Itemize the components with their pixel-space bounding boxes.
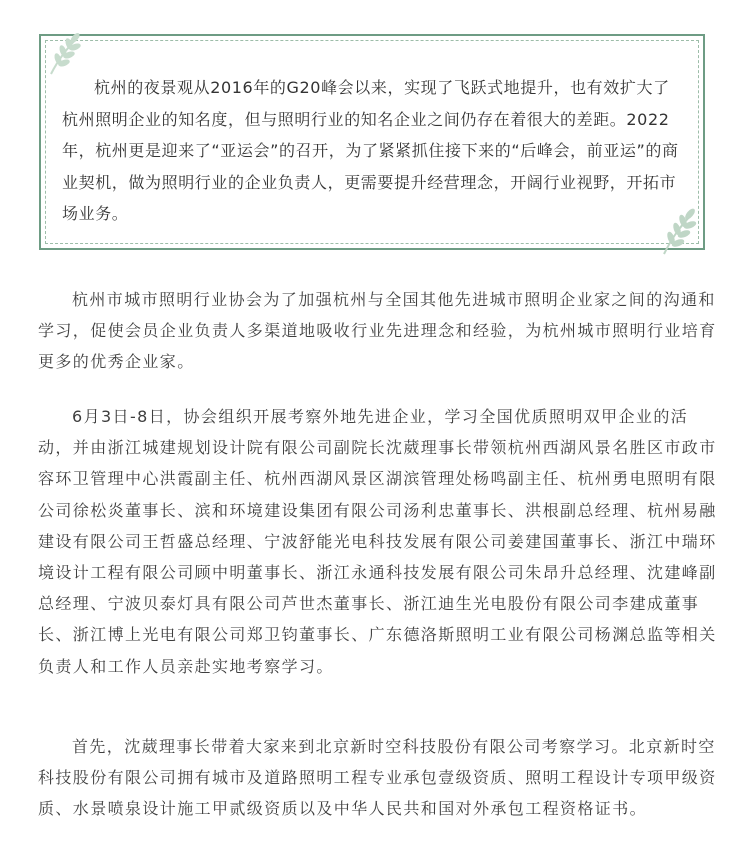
article-paragraph: 首先，沈葳理事长带着大家来到北京新时空科技股份有限公司考察学习。北京新时空科技股份有限公司拥有城市及道路照明工程专业承包壹级资质、照明工程设计专项甲级资质、水景喷泉设计施工甲贰级资质以及中华人民共和国对外承包工程资格证书。 [38, 737, 717, 819]
article-paragraph: 6月3日-8日，协会组织开展考察外地先进企业，学习全国优质照明双甲企业的活动，并由浙江城建规划设计院有限公司副院长沈葳理事长带领杭州西湖风景名胜区市政市容环卫管理中心洪霞副主任、杭州西湖风景区湖滨管理处杨鸣副主任、杭州勇电照明有限公司徐松炎董事长、滨和环境建设集团有限公司汤利忠董事长、洪根副总经理、杭州易融建设有限公司王哲盛总经理、宁波舒能光电科技发展有限公司姜建国董事长、浙江中瑞环境设计工程有限公司顾中明董事长、浙江永通科技发展有限公司朱昂升总经理、沈建峰副总经理、宁波贝泰灯具有限公司芦世杰董事长、浙江迪生光电股份有限公司李建成董事长、浙江博上光电有限公司郑卫钧董事长、广东德洛斯照明工业有限公司杨渊总监等相关负责人和工作人员亲赴实地考察学习。 [38, 407, 717, 676]
intro-text: 杭州的夜景观从2016年的G20峰会以来，实现了飞跃式地提升，也有效扩大了杭州照明企业的知名度，但与照明行业的知名企业之间仍存在着很大的差距。2022年，杭州更是迎来了“亚运会”的召开，为了紧紧抓住接下来的“后峰会，前亚运”的商业契机，做为照明行业的企业负责人，更需要提升经营理念，开阔行业视野，开拓市场业务。 [62, 78, 679, 224]
wheat-icon [45, 30, 85, 76]
article-paragraph: 杭州市城市照明行业协会为了加强杭州与全国其他先进城市照明企业家之间的沟通和学习，促使会员企业负责人多渠道地吸收行业先进理念和经验，为杭州城市照明行业培育更多的优秀企业家。 [38, 290, 717, 372]
